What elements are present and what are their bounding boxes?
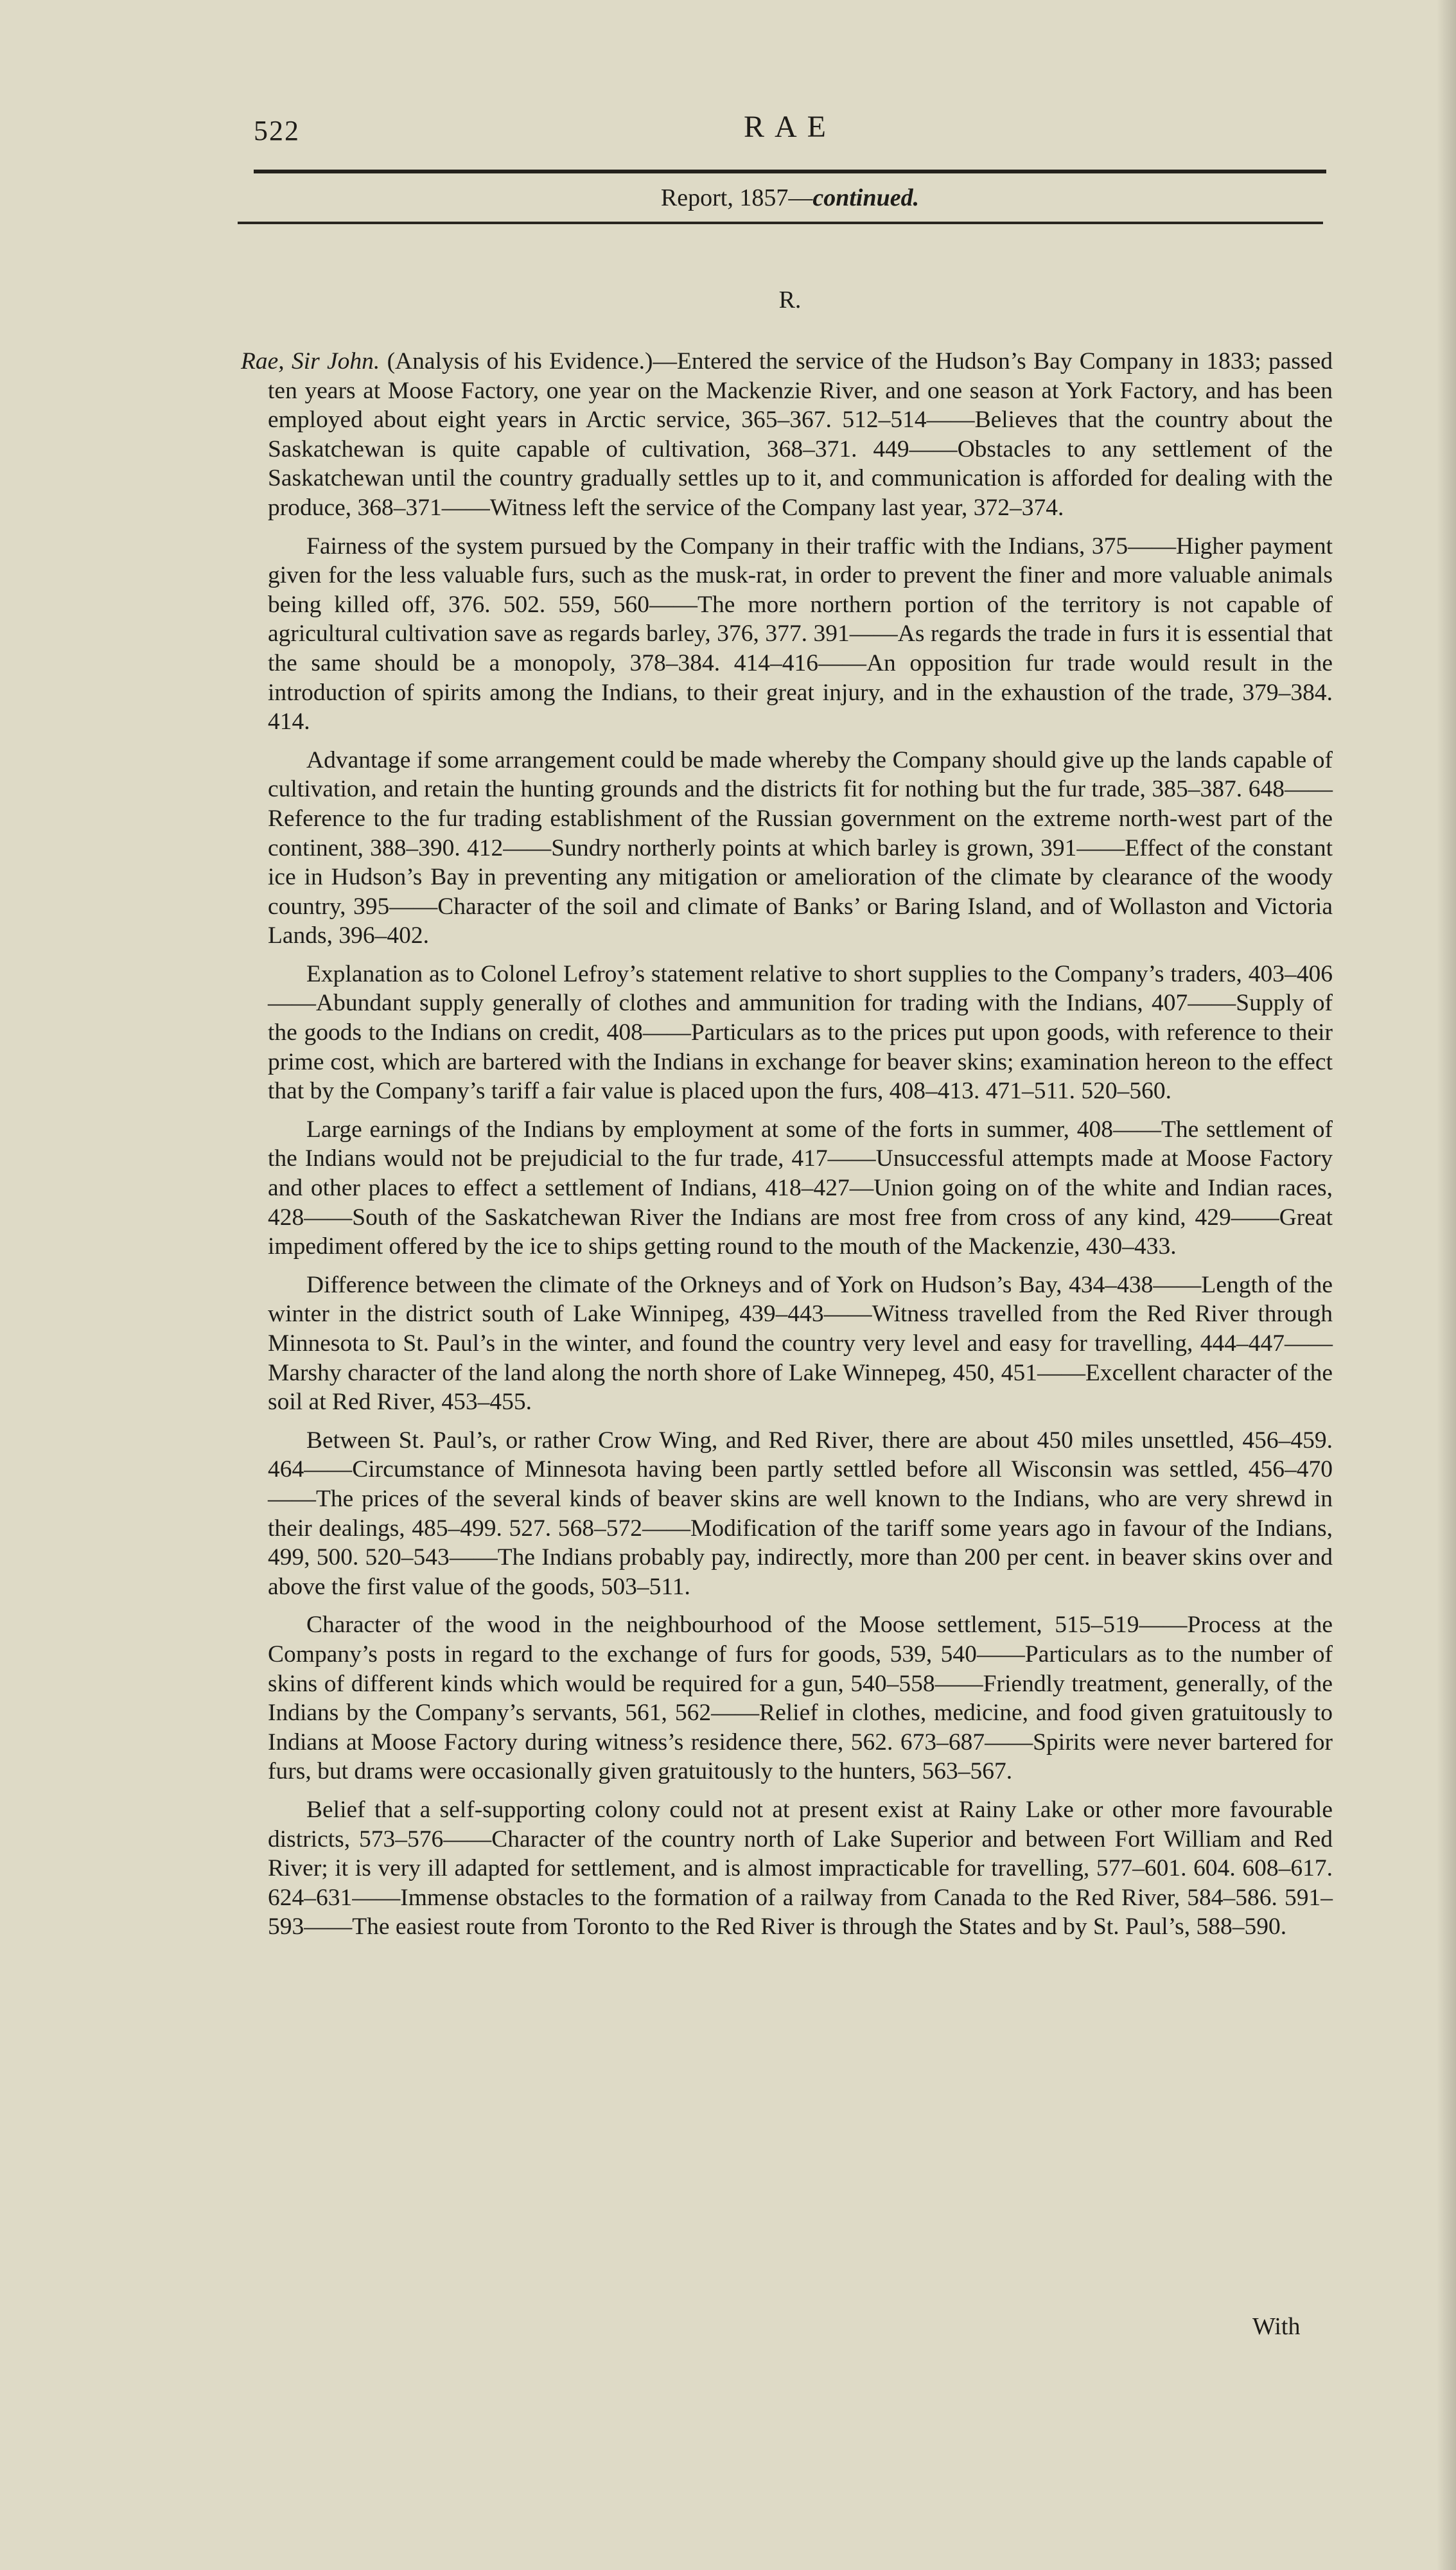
entry-paragraph: Between St. Paul’s, or rather Crow Wing, and Red River, there are about 450 miles unsettled, 456–459. 464——Circumstance of Minnesota having been partly settled before all Wisconsin was settled, 456–470——The prices of the several kinds of beaver skins are well known to the Indians, who are very shrewd in their dealings, 485–499. 527. 568–572——Modification of the tariff some years ago in favour of the Indians, 499, 500. 520–543——The Indians probably pay, indirectly, more than 200 per cent. in beaver skins over and above the first value of the goods, 503–511. — [268, 1427, 1333, 1600]
page-header — [254, 109, 1326, 154]
entry-paragraph: Belief that a self-supporting colony could not at present exist at Rainy Lake or other more favourable districts, 573–576——Character of the country north of Lake Superior and between Fort William and Red River; it is very ill adapted for settlement, and is almost impracticable for travelling, 577–601. 604. 608–617. 624–631——Immense obstacles to the formation of a railway from Canada to the Red River, 584–586. 591–593——The easiest route from Toronto to the Red River is through the States and by St. Paul’s, 588–590. — [268, 1796, 1333, 1941]
section-letter: R. — [778, 286, 802, 313]
entry-paragraph: Advantage if some arrangement could be made whereby the Company should give up the lands capable of cultivation, and retain the hunting grounds and the districts fit for nothing but the fur trade, 385–387. 648——Reference to the fur trading establishment of the Russian government on the extreme north-west part of the continent, 388–390. 412——Sundry northerly points at which barley is grown, 391——Effect of the constant ice in Hudson’s Bay in preventing any mitigation or amelioration of the climate by clearance of the woody country, 395——Character of the soil and climate of Banks’ or Baring Island, and of Wollaston and Victoria Lands, 396–402. — [268, 746, 1333, 949]
entry-paragraph: Character of the wood in the neighbourhood of the Moose settlement, 515–519——Process at the Company’s posts in regard to the exchange of furs for goods, 539, 540——Particulars as to the number of skins of different kinds which would be required for a gun, 540–558——Friendly treatment, generally, of the Indians by the Company’s servants, 561, 562——Relief in clothes, medicine, and food given gratuitously to Indians at Moose Factory during witness’s residence there, 562. 673–687——Spirits were never bartered for furs, but drams were occasionally given gratuitously to the hunters, 563–567. — [268, 1612, 1333, 1785]
entry-paragraph: Large earnings of the Indians by employment at some of the forts in summer, 408——The settlement of the Indians would not be prejudicial to the fur trade, 417——Unsuccessful attempts made at Moose Factory and other places to effect a settlement of Indians, 418–427—Union going on of the white and Indian races, 428——South of the Saskatchewan River the Indians are most free from cross of any kind, 429——Great impediment offered by the ice to ships getting round to the mouth of the Mackenzie, 430–433. — [268, 1116, 1333, 1260]
report-subheading — [254, 184, 1326, 212]
entry-paragraph-text: (Analysis of his Evidence.)—Entered the service of the Hudson’s Bay Company in 1833; passed ten years at Moose Factory, one year on the Mackenzie River, and one season at York Factory, and has been employed about eight years in Arctic service, 365–367. 512–514——Believes that the country about the Saskatchewan is quite capable of cultivation, 368–371. 449——Obstacles to any settlement of the Saskatchewan until the country gradually settles up to it, and communication is afforded for dealing with the produce, 368–371——Witness left the service of the Company last year, 372–374. — [268, 348, 1333, 521]
page-edge-shadow — [1437, 0, 1456, 2570]
entry-paragraph: Difference between the climate of the Orkneys and of York on Hudson’s Bay, 434–438——Length of the winter in the district south of Lake Winnipeg, 439–443——Witness travelled from the Red River through Minnesota to St. Paul’s in the winter, and found the country very level and easy for travelling, 444–447——Marshy character of the land along the north shore of Lake Winnepeg, 450, 451——Excellent character of the soil at Red River, 453–455. — [268, 1271, 1333, 1416]
running-head: RAE — [744, 110, 836, 144]
report-subheading-prefix: Report, 1857— — [660, 184, 813, 211]
report-subheading-continued: continued. — [812, 184, 920, 211]
catchword: With — [1252, 2313, 1301, 2340]
entry-paragraph: Explanation as to Colonel Lefroy’s statement relative to short supplies to the Company’s traders, 403–406——Abundant supply generally of clothes and ammunition for trading with the Indians, 407——Supply of the goods to the Indians on credit, 408——Particulars as to the prices put upon goods, with reference to their prime cost, which are bartered with the Indians in exchange for beaver skins; examination hereon to the effect that by the Company’s tariff a fair value is placed upon the furs, 408–413. 471–511. 520–560. — [268, 960, 1333, 1105]
entry-paragraph: Fairness of the system pursued by the Company in their traffic with the Indians, 375——Higher payment given for the less valuable furs, such as the musk-rat, in order to prevent the finer and more valuable animals being killed off, 376. 502. 559, 560——The more northern portion of the territory is not capable of agricultural cultivation save as regards barley, 376, 377. 391——As regards the trade in furs it is essential that the same should be a monopoly, 378–384. 414–416——An opposition fur trade would result in the introduction of spirits among the Indians, to their great injury, and in the exhaustion of the trade, 379–384. 414. — [268, 532, 1333, 735]
entry-paragraph — [241, 347, 1333, 523]
entry-name: Rae, Sir John. — [241, 348, 380, 374]
header-rule-thin — [238, 222, 1323, 224]
page-number: 522 — [254, 115, 300, 146]
entry-body — [241, 347, 1333, 1951]
header-rule-thick — [254, 170, 1326, 173]
